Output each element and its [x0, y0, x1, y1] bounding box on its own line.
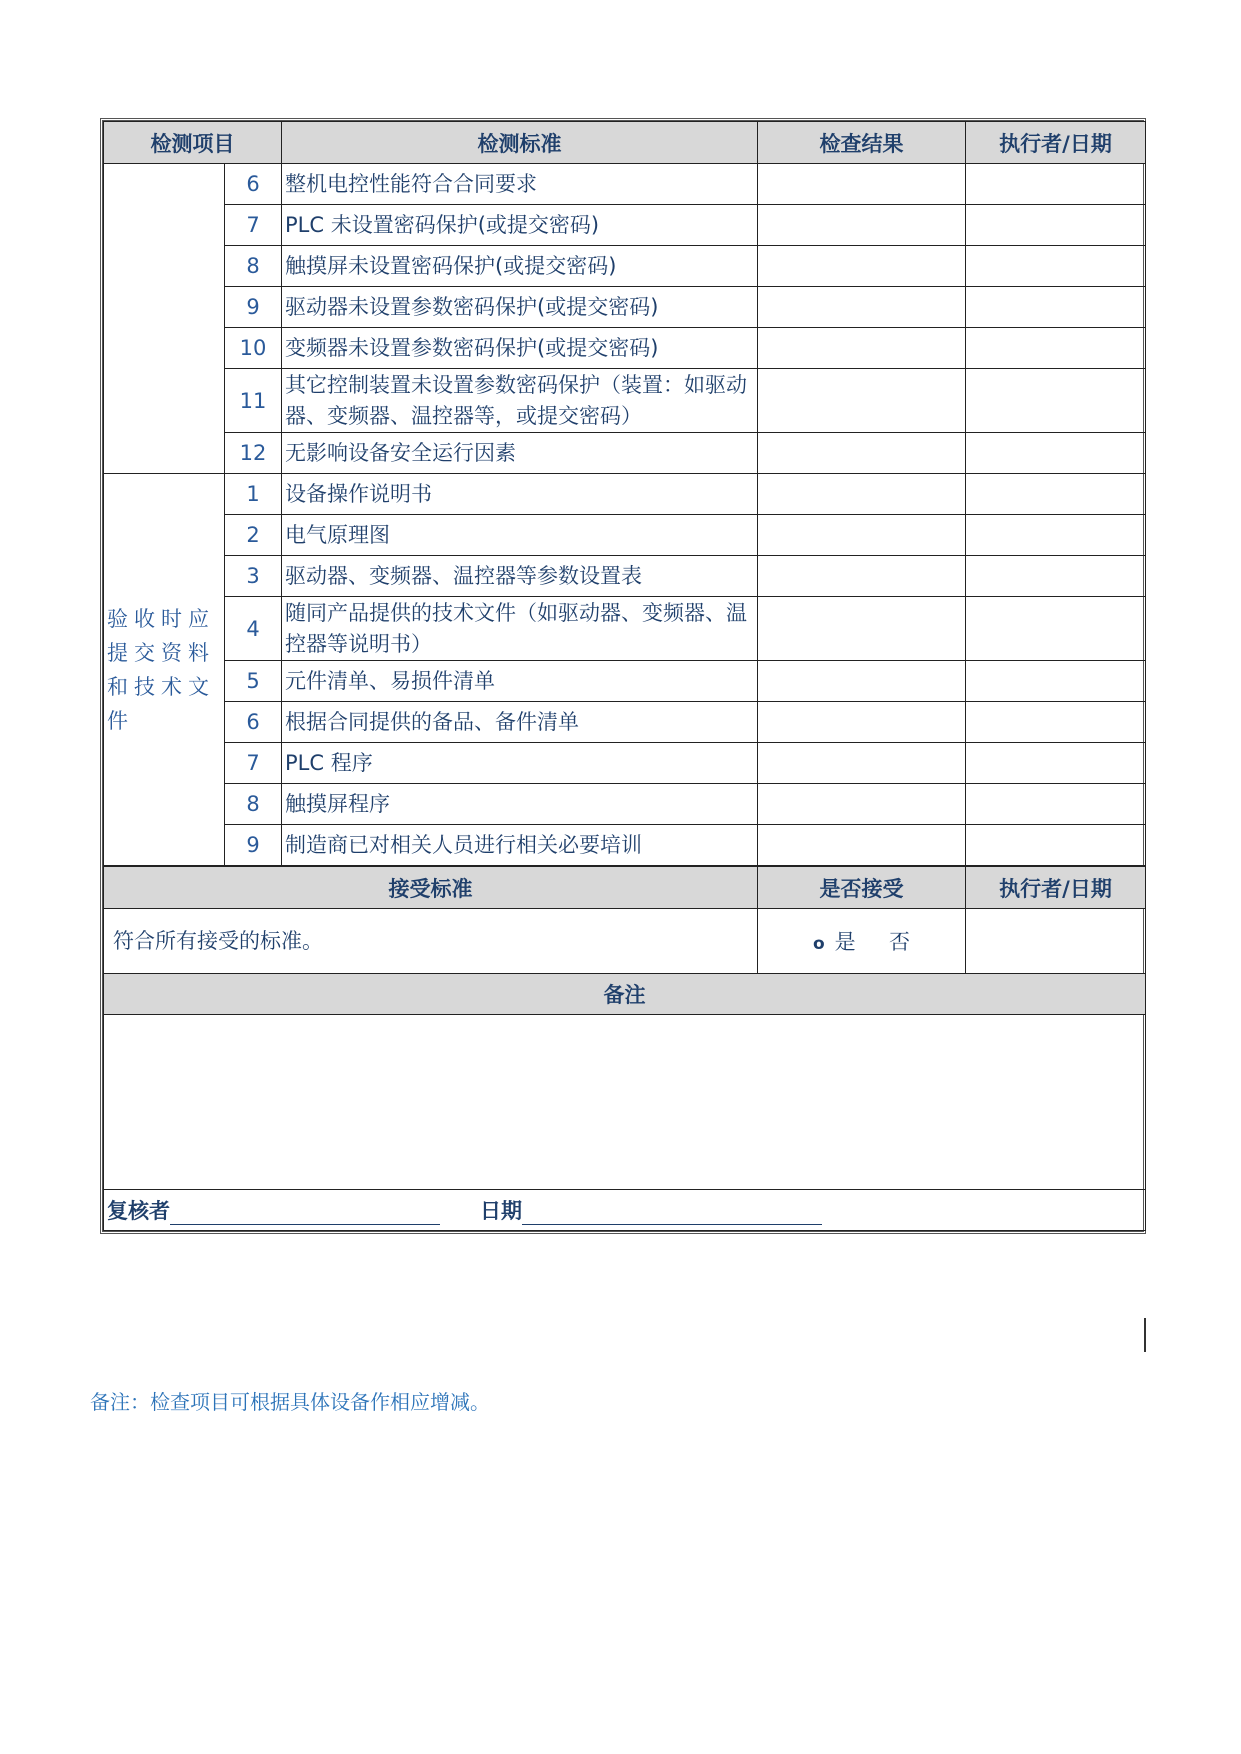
row-standard: 随同产品提供的技术文件（如驱动器、变频器、温控器等说明书）	[282, 597, 758, 661]
header-executor: 执行者/日期	[966, 122, 1146, 164]
row-standard: 根据合同提供的备品、备件清单	[282, 702, 758, 743]
acceptance-table	[103, 866, 1146, 1231]
table-row	[104, 556, 1146, 597]
date-label: 日期	[480, 1199, 522, 1223]
row-result-cell[interactable]	[758, 597, 966, 661]
row-executor-cell[interactable]	[966, 661, 1146, 702]
row-standard: 其它控制装置未设置参数密码保护（装置：如驱动器、变频器、温控器等，或提交密码）	[282, 369, 758, 433]
row-standard: 电气原理图	[282, 515, 758, 556]
row-result-cell[interactable]	[758, 164, 966, 205]
row-executor-cell[interactable]	[966, 205, 1146, 246]
row-result-cell[interactable]	[758, 702, 966, 743]
row-result-cell[interactable]	[758, 369, 966, 433]
table-row	[104, 597, 1146, 661]
header-item: 检测项目	[104, 122, 282, 164]
row-standard: 变频器未设置参数密码保护(或提交密码)	[282, 328, 758, 369]
row-result-cell[interactable]	[758, 328, 966, 369]
row-executor-cell[interactable]	[966, 515, 1146, 556]
row-standard: 整机电控性能符合合同要求	[282, 164, 758, 205]
acceptance-header: 接受标准	[104, 867, 758, 909]
yes-radio[interactable]: o	[812, 934, 825, 954]
row-executor-cell[interactable]	[966, 164, 1146, 205]
row-result-cell[interactable]	[758, 246, 966, 287]
row-executor-cell[interactable]	[966, 474, 1146, 515]
row-number: 3	[225, 556, 282, 597]
table-row	[104, 474, 1146, 515]
acceptance-header-row	[104, 867, 1146, 909]
remarks-field[interactable]	[104, 1015, 1146, 1190]
row-number: 1	[225, 474, 282, 515]
row-standard: PLC 程序	[282, 743, 758, 784]
row-result-cell[interactable]	[758, 661, 966, 702]
row-result-cell[interactable]	[758, 474, 966, 515]
row-standard: 驱动器、变频器、温控器等参数设置表	[282, 556, 758, 597]
inspection-table	[103, 121, 1146, 866]
accept-choice	[758, 909, 966, 974]
row-number: 7	[225, 205, 282, 246]
row-standard: 触摸屏程序	[282, 784, 758, 825]
table-row	[104, 287, 1146, 328]
table-row	[104, 661, 1146, 702]
row-number: 11	[225, 369, 282, 433]
row-executor-cell[interactable]	[966, 328, 1146, 369]
remarks-body-row	[104, 1015, 1146, 1190]
table-row	[104, 515, 1146, 556]
row-number: 12	[225, 433, 282, 474]
table-row	[104, 369, 1146, 433]
row-executor-cell[interactable]	[966, 369, 1146, 433]
header-result: 检查结果	[758, 122, 966, 164]
row-result-cell[interactable]	[758, 743, 966, 784]
row-standard: 制造商已对相关人员进行相关必要培训	[282, 825, 758, 866]
row-number: 6	[225, 164, 282, 205]
row-executor-cell[interactable]	[966, 556, 1146, 597]
row-executor-cell[interactable]	[966, 743, 1146, 784]
no-label: 否	[889, 930, 911, 954]
row-standard: 驱动器未设置参数密码保护(或提交密码)	[282, 287, 758, 328]
remarks-header-row	[104, 974, 1146, 1015]
row-number: 9	[225, 287, 282, 328]
row-executor-cell[interactable]	[966, 287, 1146, 328]
row-executor-cell[interactable]	[966, 702, 1146, 743]
group2-label: 验收时应提交资料和技术文件	[104, 474, 225, 866]
row-executor-cell[interactable]	[966, 597, 1146, 661]
date-input-line[interactable]	[522, 1204, 822, 1225]
row-standard: 设备操作说明书	[282, 474, 758, 515]
row-standard: 元件清单、易损件清单	[282, 661, 758, 702]
sign-row	[104, 1190, 1146, 1231]
row-result-cell[interactable]	[758, 825, 966, 866]
acceptance-criteria: 符合所有接受的标准。	[104, 909, 758, 974]
row-result-cell[interactable]	[758, 205, 966, 246]
row-number: 4	[225, 597, 282, 661]
acceptance-row	[104, 909, 1146, 974]
accepted-header: 是否接受	[758, 867, 966, 909]
table-row	[104, 702, 1146, 743]
table-row	[104, 246, 1146, 287]
row-number: 8	[225, 784, 282, 825]
table-row	[104, 164, 1146, 205]
footnote: 备注：检查项目可根据具体设备作相应增减。	[90, 1390, 490, 1414]
header-standard: 检测标准	[282, 122, 758, 164]
table-row	[104, 743, 1146, 784]
row-number: 6	[225, 702, 282, 743]
row-number: 9	[225, 825, 282, 866]
table-row	[104, 328, 1146, 369]
row-number: 8	[225, 246, 282, 287]
acceptance-executor-cell[interactable]	[966, 909, 1146, 974]
row-result-cell[interactable]	[758, 287, 966, 328]
remarks-header: 备注	[104, 974, 1146, 1015]
row-result-cell[interactable]	[758, 556, 966, 597]
row-number: 10	[225, 328, 282, 369]
row-executor-cell[interactable]	[966, 433, 1146, 474]
row-standard: PLC 未设置密码保护(或提交密码)	[282, 205, 758, 246]
reviewer-label: 复核者	[107, 1199, 170, 1223]
row-standard: 触摸屏未设置密码保护(或提交密码)	[282, 246, 758, 287]
row-executor-cell[interactable]	[966, 246, 1146, 287]
row-result-cell[interactable]	[758, 515, 966, 556]
row-executor-cell[interactable]	[966, 784, 1146, 825]
row-standard: 无影响设备安全运行因素	[282, 433, 758, 474]
inspection-form	[100, 118, 1146, 1234]
row-number: 5	[225, 661, 282, 702]
row-result-cell[interactable]	[758, 433, 966, 474]
row-result-cell[interactable]	[758, 784, 966, 825]
table-edge-line	[1144, 1318, 1146, 1352]
table-header-row	[104, 122, 1146, 164]
table-row	[104, 433, 1146, 474]
table-row	[104, 784, 1146, 825]
sign-cell	[104, 1190, 1146, 1231]
row-executor-cell[interactable]	[966, 825, 1146, 866]
acceptance-executor-header: 执行者/日期	[966, 867, 1146, 909]
table-row	[104, 825, 1146, 866]
yes-label: 是	[834, 930, 856, 954]
reviewer-input-line[interactable]	[170, 1204, 440, 1225]
row-number: 2	[225, 515, 282, 556]
table-row	[104, 205, 1146, 246]
group1-label	[104, 164, 225, 474]
row-number: 7	[225, 743, 282, 784]
